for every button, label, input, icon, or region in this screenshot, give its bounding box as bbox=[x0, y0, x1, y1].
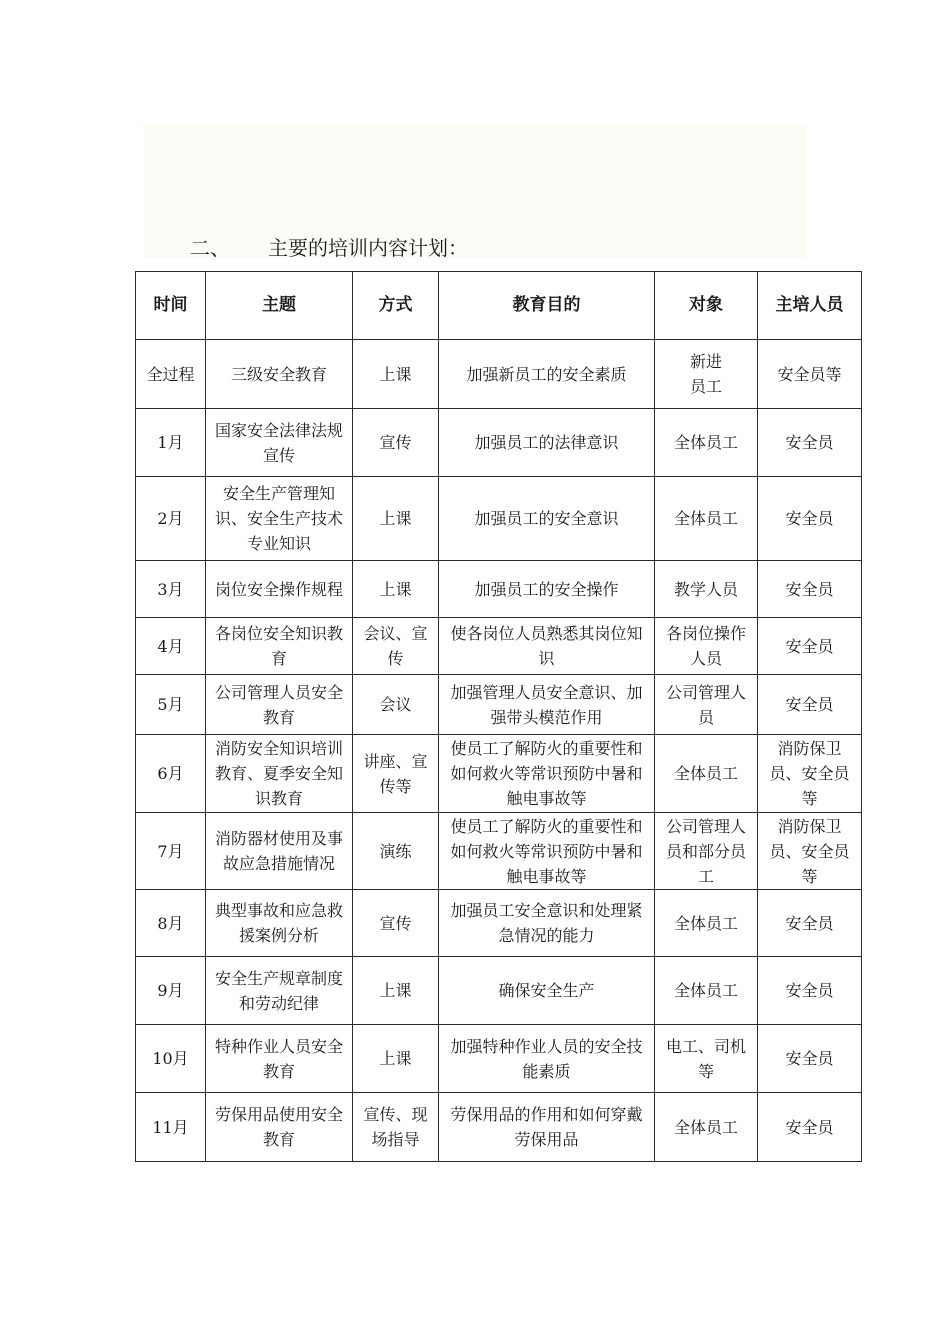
table-row bbox=[136, 890, 862, 957]
cell-topic: 三级安全教育 bbox=[206, 340, 353, 409]
cell-purpose: 加强员工的安全操作 bbox=[439, 561, 655, 618]
cell-trainer: 安全员 bbox=[758, 1093, 862, 1162]
cell-purpose: 加强员工的法律意识 bbox=[439, 409, 655, 477]
cell-method: 上课 bbox=[353, 340, 439, 409]
cell-target: 全体员工 bbox=[655, 957, 758, 1025]
cell-time: 8月 bbox=[136, 890, 206, 957]
header-time: 时间 bbox=[136, 272, 206, 340]
cell-trainer: 消防保卫员、安全员等 bbox=[758, 813, 862, 890]
cell-target: 各岗位操作人员 bbox=[655, 618, 758, 675]
cell-method: 讲座、宣传等 bbox=[353, 735, 439, 813]
cell-method: 宣传、现场指导 bbox=[353, 1093, 439, 1162]
cell-purpose: 加强管理人员安全意识、加强带头模范作用 bbox=[439, 675, 655, 735]
cell-method: 上课 bbox=[353, 561, 439, 618]
cell-topic: 各岗位安全知识教育 bbox=[206, 618, 353, 675]
table-header-row bbox=[136, 272, 862, 340]
section-number: 二、 bbox=[190, 236, 230, 260]
cell-method: 上课 bbox=[353, 957, 439, 1025]
cell-time: 7月 bbox=[136, 813, 206, 890]
cell-trainer: 安全员 bbox=[758, 618, 862, 675]
cell-topic: 消防安全知识培训教育、夏季安全知识教育 bbox=[206, 735, 353, 813]
cell-target: 教学人员 bbox=[655, 561, 758, 618]
section-title: 主要的培训内容计划： bbox=[268, 236, 468, 260]
cell-purpose: 加强员工安全意识和处理紧急情况的能力 bbox=[439, 890, 655, 957]
cell-time: 9月 bbox=[136, 957, 206, 1025]
table-row bbox=[136, 1093, 862, 1162]
cell-trainer: 安全员 bbox=[758, 957, 862, 1025]
cell-time: 3月 bbox=[136, 561, 206, 618]
cell-trainer: 安全员 bbox=[758, 675, 862, 735]
table-row bbox=[136, 618, 862, 675]
cell-trainer: 安全员 bbox=[758, 409, 862, 477]
header-trainer: 主培人员 bbox=[758, 272, 862, 340]
cell-target: 全体员工 bbox=[655, 890, 758, 957]
table-row bbox=[136, 957, 862, 1025]
cell-target: 公司管理人员 bbox=[655, 675, 758, 735]
cell-purpose: 加强新员工的安全素质 bbox=[439, 340, 655, 409]
cell-topic: 国家安全法律法规宣传 bbox=[206, 409, 353, 477]
cell-purpose: 使各岗位人员熟悉其岗位知识 bbox=[439, 618, 655, 675]
table-row bbox=[136, 561, 862, 618]
table-row bbox=[136, 477, 862, 561]
header-target: 对象 bbox=[655, 272, 758, 340]
cell-target: 全体员工 bbox=[655, 477, 758, 561]
cell-time: 1月 bbox=[136, 409, 206, 477]
cell-target: 全体员工 bbox=[655, 735, 758, 813]
cell-time: 2月 bbox=[136, 477, 206, 561]
cell-topic: 典型事故和应急救援案例分析 bbox=[206, 890, 353, 957]
cell-purpose: 劳保用品的作用和如何穿戴劳保用品 bbox=[439, 1093, 655, 1162]
table-row bbox=[136, 1025, 862, 1093]
table-row bbox=[136, 735, 862, 813]
cell-target: 公司管理人员和部分员工 bbox=[655, 813, 758, 890]
cell-method: 宣传 bbox=[353, 890, 439, 957]
cell-topic: 劳保用品使用安全教育 bbox=[206, 1093, 353, 1162]
table-row bbox=[136, 813, 862, 890]
cell-topic: 岗位安全操作规程 bbox=[206, 561, 353, 618]
cell-topic: 特种作业人员安全教育 bbox=[206, 1025, 353, 1093]
cell-time: 10月 bbox=[136, 1025, 206, 1093]
cell-method: 演练 bbox=[353, 813, 439, 890]
cell-method: 会议 bbox=[353, 675, 439, 735]
cell-purpose: 加强特种作业人员的安全技能素质 bbox=[439, 1025, 655, 1093]
cell-time: 5月 bbox=[136, 675, 206, 735]
table-row bbox=[136, 675, 862, 735]
cell-target: 全体员工 bbox=[655, 409, 758, 477]
cell-target: 电工、司机等 bbox=[655, 1025, 758, 1093]
cell-time: 11月 bbox=[136, 1093, 206, 1162]
table-row bbox=[136, 340, 862, 409]
cell-purpose: 使员工了解防火的重要性和如何救火等常识预防中暑和触电事故等 bbox=[439, 735, 655, 813]
section-heading bbox=[190, 233, 468, 263]
header-method: 方式 bbox=[353, 272, 439, 340]
cell-target: 新进 员工 bbox=[655, 340, 758, 409]
cell-time: 4月 bbox=[136, 618, 206, 675]
cell-topic: 公司管理人员安全教育 bbox=[206, 675, 353, 735]
cell-method: 上课 bbox=[353, 477, 439, 561]
cell-trainer: 安全员 bbox=[758, 890, 862, 957]
cell-time: 全过程 bbox=[136, 340, 206, 409]
cell-purpose: 确保安全生产 bbox=[439, 957, 655, 1025]
cell-trainer: 安全员等 bbox=[758, 340, 862, 409]
cell-method: 宣传 bbox=[353, 409, 439, 477]
training-plan-table bbox=[135, 271, 862, 1162]
table-row bbox=[136, 409, 862, 477]
cell-trainer: 安全员 bbox=[758, 561, 862, 618]
cell-target: 全体员工 bbox=[655, 1093, 758, 1162]
cell-method: 会议、宣传 bbox=[353, 618, 439, 675]
cell-purpose: 使员工了解防火的重要性和如何救火等常识预防中暑和触电事故等 bbox=[439, 813, 655, 890]
cell-topic: 安全生产规章制度和劳动纪律 bbox=[206, 957, 353, 1025]
cell-trainer: 安全员 bbox=[758, 477, 862, 561]
cell-time: 6月 bbox=[136, 735, 206, 813]
cell-topic: 安全生产管理知识、安全生产技术专业知识 bbox=[206, 477, 353, 561]
header-topic: 主题 bbox=[206, 272, 353, 340]
cell-topic: 消防器材使用及事故应急措施情况 bbox=[206, 813, 353, 890]
header-purpose: 教育目的 bbox=[439, 272, 655, 340]
cell-trainer: 消防保卫员、安全员等 bbox=[758, 735, 862, 813]
cell-purpose: 加强员工的安全意识 bbox=[439, 477, 655, 561]
cell-method: 上课 bbox=[353, 1025, 439, 1093]
cell-trainer: 安全员 bbox=[758, 1025, 862, 1093]
